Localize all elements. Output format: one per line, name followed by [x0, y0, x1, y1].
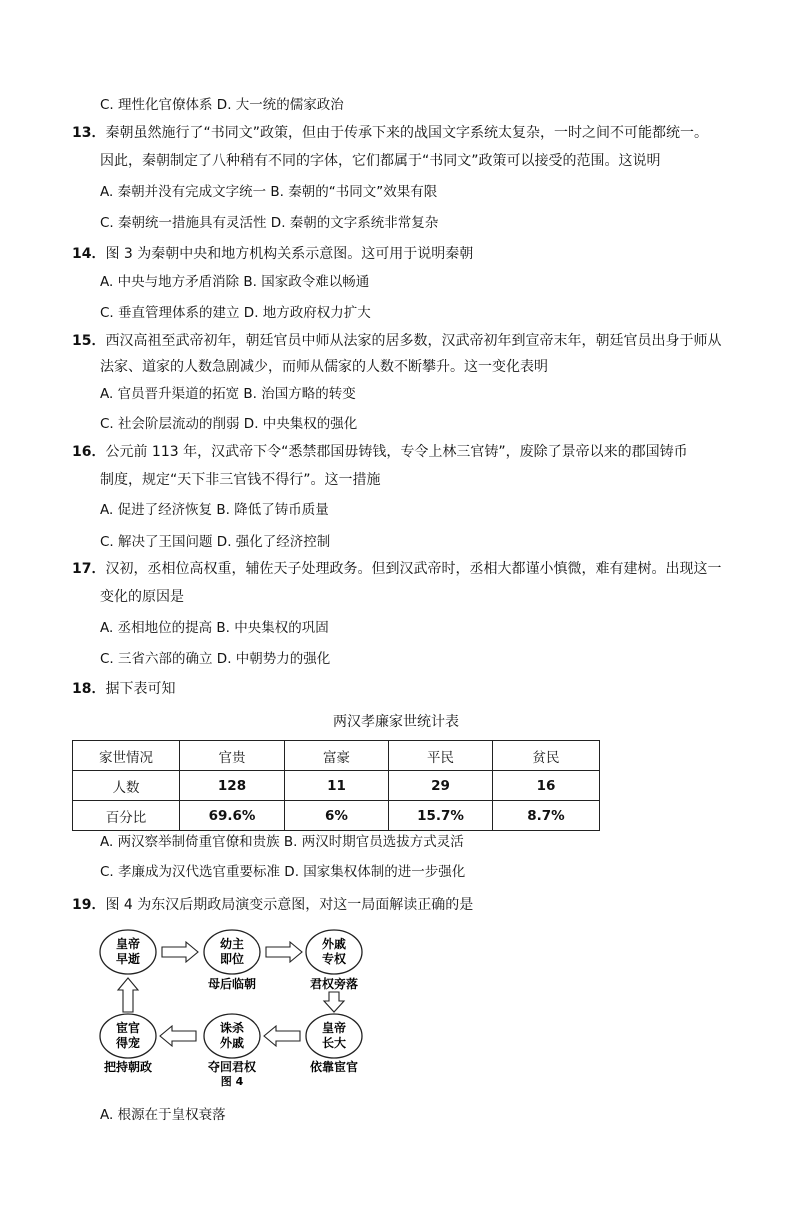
node-emperor-early-death — [100, 930, 156, 974]
table-cell: 百分比 — [73, 801, 180, 831]
q17-option-cd: C. 三省六部的确立 D. 中朝势力的强化 — [100, 651, 331, 667]
q17-stem-line1: 17．汉初，丞相位高权重，辅佐天子处理政务。但到汉武帝时，丞相大都谨小慎微，难有建树。出现这一 — [72, 561, 722, 577]
table-header-cell: 官贵 — [180, 741, 285, 771]
node-line1: 诛杀 — [219, 1021, 245, 1035]
table-cell: 15.7% — [389, 801, 493, 831]
node-caption: 依靠宦官 — [309, 1060, 359, 1074]
q18-option-cd: C. 孝廉成为汉代选官重要标准 D. 国家集权体制的进一步强化 — [100, 864, 466, 880]
table-row — [73, 771, 600, 801]
table-caption: 两汉孝廉家世统计表 — [333, 714, 459, 730]
table-cell: 11 — [285, 771, 389, 801]
table-cell: 人数 — [73, 771, 180, 801]
arrow-right-icon — [162, 942, 198, 962]
table-cell: 8.7% — [493, 801, 600, 831]
q17-option-ab: A. 丞相地位的提高 B. 中央集权的巩固 — [100, 620, 329, 636]
node-line2: 即位 — [219, 952, 245, 966]
arrow-down-icon — [324, 992, 344, 1012]
family-background-table — [72, 740, 600, 831]
arrow-up-icon — [118, 978, 138, 1012]
q17-stem-line2: 变化的原因是 — [100, 589, 184, 605]
q13-stem-line1: 13．秦朝虽然施行了“书同文”政策，但由于传承下来的战国文字系统太复杂，一时之间不可能都统一。 — [72, 125, 708, 141]
node-caption: 把持朝政 — [103, 1060, 153, 1074]
table-header-row — [73, 741, 600, 771]
figure-label: 图 4 — [220, 1075, 244, 1088]
q16-stem-line2: 制度，规定“天下非三官钱不得行”。这一措施 — [100, 472, 381, 488]
q14-option-ab: A. 中央与地方矛盾消除 B. 国家政令难以畅通 — [100, 274, 370, 290]
table-cell: 6% — [285, 801, 389, 831]
node-young-ruler — [204, 930, 260, 991]
q13-stem-line2: 因此，秦朝制定了八种稍有不同的字体，它们都属于“书同文”政策可以接受的范围。这说明 — [100, 153, 661, 169]
q19-stem: 19．图 4 为东汉后期政局演变示意图，对这一局面解读正确的是 — [72, 897, 474, 913]
q18-stem: 18．据下表可知 — [72, 681, 176, 697]
table-header-cell: 富豪 — [285, 741, 389, 771]
q15-option-ab: A. 官员晋升渠道的拓宽 B. 治国方略的转变 — [100, 386, 356, 402]
q15-stem-line2: 法家、道家的人数急剧减少，而师从儒家的人数不断攀升。这一变化表明 — [100, 359, 548, 375]
node-caption: 母后临朝 — [207, 977, 257, 991]
q13-option-cd: C. 秦朝统一措施具有灵活性 D. 秦朝的文字系统非常复杂 — [100, 215, 439, 231]
node-line2: 外戚 — [219, 1036, 245, 1050]
table-cell: 69.6% — [180, 801, 285, 831]
node-caption: 夺回君权 — [207, 1060, 257, 1074]
political-cycle-diagram — [92, 928, 382, 1093]
table-header-cell: 贫民 — [493, 741, 600, 771]
table-cell: 29 — [389, 771, 493, 801]
q15-stem-line1: 15．西汉高祖至武帝初年，朝廷官员中师从法家的居多数，汉武帝初年到宣帝末年，朝廷官员出身于师从 — [72, 333, 722, 349]
table-cell: 16 — [493, 771, 600, 801]
node-kill-consorts — [204, 1014, 260, 1074]
node-line2: 早逝 — [115, 952, 141, 966]
q15-option-cd: C. 社会阶层流动的削弱 D. 中央集权的强化 — [100, 416, 358, 432]
arrow-left-icon — [264, 1026, 300, 1046]
node-line1: 皇帝 — [321, 1021, 347, 1035]
table-header-cell: 家世情况 — [73, 741, 180, 771]
node-line2: 长大 — [321, 1036, 347, 1050]
q12-option-cd: C. 理性化官僚体系 D. 大一统的儒家政治 — [100, 97, 344, 113]
q13-option-ab: A. 秦朝并没有完成文字统一 B. 秦朝的“书同文”效果有限 — [100, 184, 438, 200]
arrow-left-icon — [160, 1026, 196, 1046]
q14-option-cd: C. 垂直管理体系的建立 D. 地方政府权力扩大 — [100, 305, 371, 321]
node-line2: 专权 — [321, 952, 347, 966]
node-line1: 皇帝 — [115, 937, 141, 951]
node-consort-clan — [306, 930, 362, 991]
q16-stem-line1: 16．公元前 113 年，汉武帝下令“悉禁郡国毋铸钱，专令上林三官铸”，废除了景帝以来的郡国铸币 — [72, 444, 688, 460]
q18-option-ab: A. 两汉察举制倚重官僚和贵族 B. 两汉时期官员选拔方式灵活 — [100, 834, 464, 850]
node-eunuch-favored — [100, 1014, 156, 1074]
table-cell: 128 — [180, 771, 285, 801]
q19-option-a: A. 根源在于皇权衰落 — [100, 1107, 226, 1123]
node-line1: 幼主 — [219, 937, 245, 951]
q16-option-ab: A. 促进了经济恢复 B. 降低了铸币质量 — [100, 502, 329, 518]
node-line2: 得宠 — [115, 1036, 141, 1050]
table-row — [73, 801, 600, 831]
q14-stem: 14．图 3 为秦朝中央和地方机构关系示意图。这可用于说明秦朝 — [72, 246, 474, 262]
node-line1: 外戚 — [321, 937, 347, 951]
table-header-cell: 平民 — [389, 741, 493, 771]
node-line1: 宦官 — [115, 1021, 141, 1035]
arrow-right-icon — [266, 942, 302, 962]
node-emperor-grows-up — [306, 1014, 362, 1074]
q16-option-cd: C. 解决了王国问题 D. 强化了经济控制 — [100, 534, 331, 550]
node-caption: 君权旁落 — [309, 977, 359, 991]
